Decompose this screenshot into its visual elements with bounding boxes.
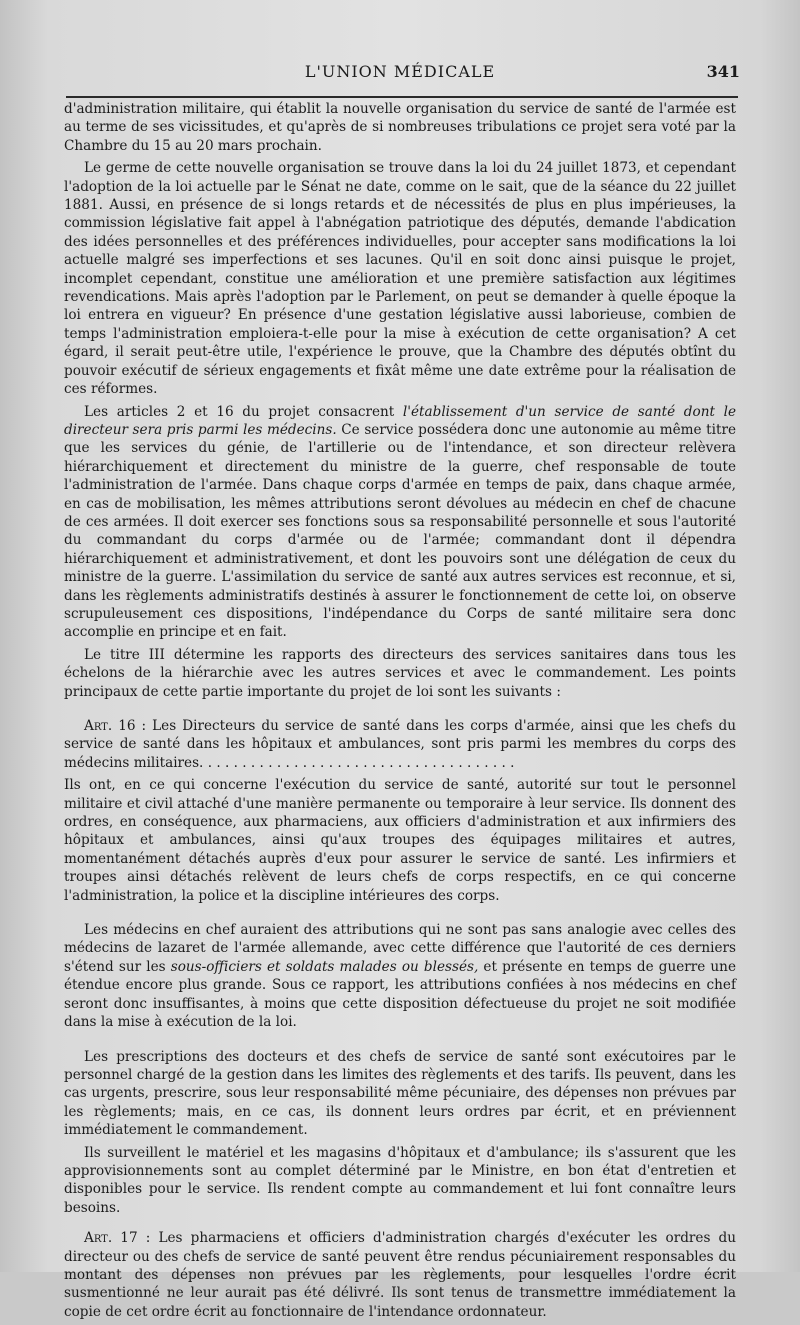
running-title: L'UNION MÉDICALE (304, 62, 496, 81)
paragraph-6: Les prescriptions des docteurs et des chefs de service de santé sont exécutoires par le personnel chargé de la gestion dans les limites des règlements et des tarifs. Ils peuvent, dans les cas urgents, prescrire, sous leur responsabilité même pécuniaire, des dépenses non prévues par les règlements; mais, en ce cas, ils donnent leurs ordres par écrit, et en préviennent immédiatement le commandement. (64, 1048, 736, 1139)
article-16-label: Art. 16 : (84, 718, 147, 734)
page-number: 341 (706, 62, 740, 81)
paragraph-3-end: Ce service possédera donc une autonomie au même titre que les services du génie, de l'artillerie ou de l'intendance, et son directeur relèvera hiérarchiquement et directement du ministre de la guerre, chef responsable de toute l'administration de l'armée. Dans chaque corps d'armée en temps de paix, dans chaque armée, en cas de mobilisation, les mêmes attributions seront dévolues au médecin en chef de chacune de ces armées. Il doit exercer ses fonctions sous sa responsabilité personnelle et sous l'autorité du commandant du corps d'armée ou de l'armée; commandant dont il dépendra hiérarchiquement et administrativement, et dont les pouvoirs sont une délégation de ceux du ministre de la guerre. L'assimilation du service de santé aux autres services est reconnue, et si, dans les règlements administratifs destinés à assurer le fonctionnement de cette loi, on observe scrupuleusement ces dispositions, l'indépendance du Corps de santé militaire sera donc accomplie en principe et en fait. (64, 421, 736, 641)
header-rule (66, 96, 738, 98)
page-body (64, 100, 736, 1325)
paragraph-3-italic: l'établissement d'un service de santé dont le directeur sera pris parmi les médecins. (64, 403, 736, 438)
paragraph-3-start: Les articles 2 et 16 du projet consacrent (84, 403, 403, 420)
paragraph-7: Ils surveillent le matériel et les magasins d'hôpitaux et d'ambulance; ils s'assurent que les approvisionnements sont au complet déterminé par le Ministre, en bon état d'entretien et disponibles pour le service. Ils rendent compte au commandement et lui font connaître leurs besoins. (64, 1144, 736, 1216)
article-17-text: Les pharmaciens et officiers d'administration chargés d'exécuter les ordres du directeur ou des chefs de service de santé peuvent être rendus pécuniairement responsables du montant des dépenses non prévues par les règlements, pour lesquelles l'ordre écrit susmentionné ne leur aurait pas été délivré. Ils sont tenus de transmettre immédiatement la copie de cet ordre écrit au fonctionnaire de l'intendance ordonnateur. (64, 1230, 737, 1320)
paragraph-2: Le germe de cette nouvelle organisation se trouve dans la loi du 24 juillet 1873, et cependant l'adoption de la loi actuelle par le Sénat ne date, comme on le sait, que de la séance du 22 juillet 1881. Aussi, en présence de si longs retards et de nécessités de plus en plus impérieuses, la commission législative fait appel à l'abnégation patriotique des députés, demande l'abdication des idées personnelles et des préférences individuelles, pour accepter sans modifications la loi actuelle malgré ses imperfections et ses lacunes. Qu'il en soit donc ainsi puisque le projet, incomplet cependant, constitue une amélioration et une première satisfaction aux légitimes revendications. Mais après l'adoption par le Parlement, on peut se demander à quelle époque la loi entrera en vigueur? En présence d'une gestation législative aussi laborieuse, combien de temps l'administration emploiera-t-elle pour la mise à exécution de cette organisation? A cet égard, il serait peut-être utile, l'expérience le prouve, que la Chambre des députés obtînt du pouvoir exécutif de sérieux engagements et fixât même une date extrême pour la réalisation de ces réformes. (64, 160, 736, 398)
paragraph-5-italic: sous-officiers et soldats malades ou blessés, (170, 958, 479, 975)
paragraph-5-start: Les médecins en chef auraient des attributions qui ne sont pas sans analogie avec celles des médecins de lazaret de l'armée allemande, avec cette différence que l'autorité de ces derniers s'étend sur les (64, 922, 736, 975)
paragraph-4: Le titre III détermine les rapports des directeurs des services sanitaires dans tous les échelons de la hiérarchie avec les autres services et avec le commandement. Les points principaux de cette partie importante du projet de loi sont les suivants : (64, 646, 736, 700)
spacer (64, 909, 736, 921)
paragraph-5 (64, 921, 736, 1031)
paragraph-5-end: et présente en temps de guerre une étendue encore plus grande. Sous ce rapport, les attributions confiées à nos médecins en chef seront donc insuffisantes, à moins que cette disposition défectueuse du projet ne soit modifiée dans la mise à exécution de la loi. (64, 958, 736, 1031)
article-16 (64, 717, 736, 772)
article-17 (64, 1229, 736, 1321)
article-16-text: Les Directeurs du service de santé dans les corps d'armée, ainsi que les chefs du service de santé dans les hôpitaux et ambulances, sont pris parmi les membres du corps des médecins militaires. . . . . . . . . . . . . . . . . . . . . . . . . . . . . . . . . . . . . (64, 718, 736, 771)
page-header (60, 62, 740, 88)
article-16-continuation: Ils ont, en ce qui concerne l'exécution du service de santé, autorité sur tout le personnel militaire et civil attaché d'une manière permanente ou temporaire à leur service. Ils donnent des ordres, en conséquence, aux pharmaciens, aux officiers d'administration et aux infirmiers des hôpitaux et ambulances, ainsi qu'aux troupes des équipages militaires et autres, momentanément détachés auprès d'eux pour assurer le service de santé. Les infirmiers et troupes ainsi détachés relèvent de leurs chefs de corps respectifs, en ce qui concerne l'administration, la police et la discipline intérieures des corps. (64, 777, 736, 904)
spacer (64, 1036, 736, 1048)
article-17-label: Art. 17 : (84, 1230, 151, 1247)
spacer (64, 1221, 736, 1229)
spacer (64, 705, 736, 717)
paragraph-1: d'administration militaire, qui établit la nouvelle organisation du service de santé de l'armée est au terme de ses vicissitudes, et qu'après de si nombreuses tribulations ce projet sera voté par la Chambre du 15 au 20 mars prochain. (64, 101, 736, 154)
paragraph-3 (64, 403, 736, 642)
